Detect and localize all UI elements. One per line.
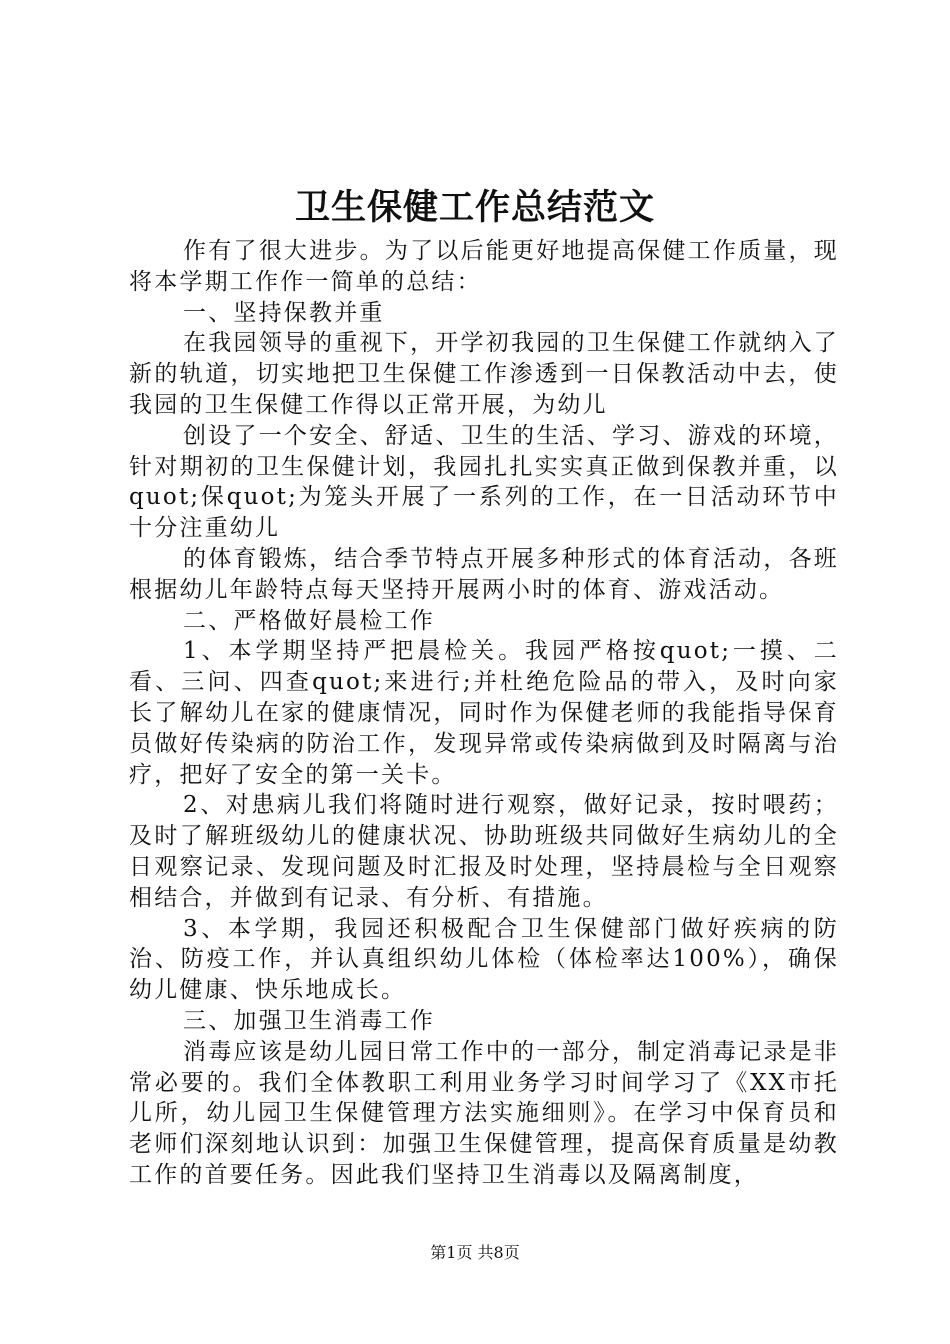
paragraph: 创设了一个安全、舒适、卫生的生活、学习、游戏的环境，针对期初的卫生保健计划，我园扎扎实实真正做到保教并重，以quot;保quot;为笼头开展了一系列的工作，在一日活动环节中十分注重幼儿 [129,422,839,542]
paragraph: 1、本学期坚持严把晨检关。我园严格按quot;一摸、二看、三问、四查quot;来进行;并杜绝危险品的带入，及时向家长了解幼儿在家的健康情况，同时作为保健老师的我能指导保育员做好传染病的防治工作，发现异常或传染病做到及时隔离与治疗，把好了安全的第一关卡。 [129,638,839,788]
paragraph: 在我园领导的重视下，开学初我园的卫生保健工作就纳入了新的轨道，切实地把卫生保健工作渗透到一日保教活动中去，使我园的卫生保健工作得以正常开展，为幼儿 [129,330,839,418]
section-heading-2: 二、严格做好晨检工作 [183,607,435,634]
document-title: 卫生保健工作总结范文 [294,187,655,228]
section-heading-3: 三、加强卫生消毒工作 [183,1007,435,1034]
section-heading-1: 一、坚持保教并重 [183,299,385,326]
document-body [129,236,839,1191]
page-number: 第1页 共8页 [430,1243,520,1262]
paragraph: 消毒应该是幼儿园日常工作中的一部分，制定消毒记录是非常必要的。我们全体教职工利用业务学习时间学习了《XX市托儿所，幼儿园卫生保健管理方法实施细则》。在学习中保育员和老师们深刻地认识到：加强卫生保健管理，提高保育质量是幼教工作的首要任务。因此我们坚持卫生消毒以及隔离制度， [129,1038,839,1188]
paragraph: 2、对患病儿我们将随时进行观察，做好记录，按时喂药；及时了解班级幼儿的健康状况、协助班级共同做好生病幼儿的全日观察记录、发现问题及时汇报及时处理，坚持晨检与全日观察相结合，并做到有记录、有分析、有措施。 [129,792,839,911]
paragraph: 的体育锻炼，结合季节特点开展多种形式的体育活动，各班根据幼儿年龄特点每天坚持开展两小时的体育、游戏活动。 [129,545,839,603]
paragraph-intro: 作有了很大进步。为了以后能更好地提高保健工作质量，现将本学期工作作一简单的总结： [129,238,839,295]
page-footer [0,1243,950,1263]
paragraph: 3、本学期，我园还积极配合卫生保健部门做好疾病的防治、防疫工作，并认真组织幼儿体检（体检率达100%），确保幼儿健康、快乐地成长。 [129,915,839,1004]
